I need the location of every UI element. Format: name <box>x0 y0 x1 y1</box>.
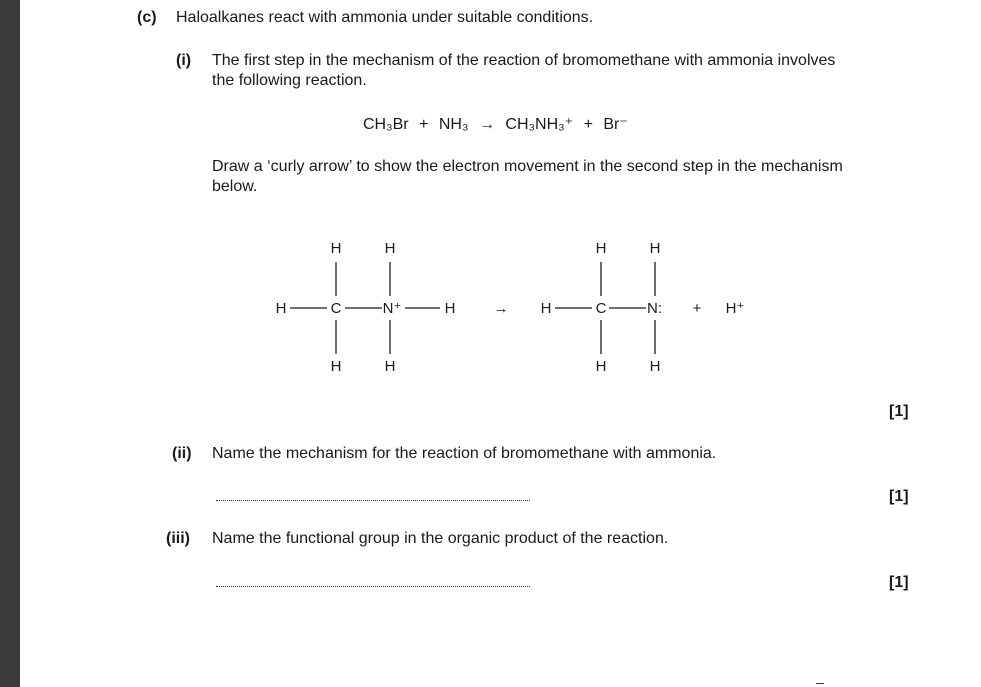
part-i-text-line2: the following reaction. <box>212 72 367 89</box>
atom-h-bot2-right: H <box>649 358 661 375</box>
atom-h-left-left: H <box>275 300 287 317</box>
atom-c-left: C <box>330 300 342 317</box>
mechanism-arrow: → <box>493 300 509 317</box>
part-i-marks: [1] <box>889 403 909 420</box>
part-ii-text: Name the mechanism for the reaction of bromomethane with ammonia. <box>212 445 717 462</box>
atom-h-bot1-left: H <box>330 358 342 375</box>
eq-reaction-arrow: → <box>478 116 495 133</box>
atom-h-bot1-right: H <box>595 358 607 375</box>
part-c-text: Haloalkanes react with ammonia under suitable conditions. <box>176 9 594 26</box>
part-i-text-line1: The first step in the mechanism of the reaction of bromomethane with ammonia involves <box>212 52 836 69</box>
part-iii-marks: [1] <box>889 574 909 591</box>
atom-h-top2-left: H <box>384 240 396 257</box>
part-ii-answer-line[interactable] <box>216 500 530 501</box>
eq-reactant-bromomethane: CH₃Br <box>363 116 409 133</box>
part-i-instruction-line1: Draw a ‘curly arrow’ to show the electron movement in the second step in the mechanism <box>212 158 843 175</box>
atom-h-bot2-left: H <box>384 358 396 375</box>
mechanism-plus: + <box>692 300 702 317</box>
proton-h-plus: H⁺ <box>725 300 745 317</box>
atom-h-right-left: H <box>444 300 456 317</box>
part-ii-marks: [1] <box>889 488 909 505</box>
atom-c-right: C <box>595 300 607 317</box>
atom-h-top2-right: H <box>649 240 661 257</box>
atom-n-plus-left: N⁺ <box>382 300 402 317</box>
part-iii-text: Name the functional group in the organic product of the reaction. <box>212 530 669 547</box>
eq-plus-1: + <box>419 116 429 133</box>
part-i-label: (i) <box>176 52 192 69</box>
part-c-label: (c) <box>137 9 157 26</box>
part-ii-label: (ii) <box>172 445 192 462</box>
atom-n-lone-pair-right: N: <box>647 300 662 317</box>
atom-h-top1-left: H <box>330 240 342 257</box>
part-iii-answer-line[interactable] <box>216 586 530 587</box>
part-iii-label: (iii) <box>166 530 190 547</box>
atom-h-top1-right: H <box>595 240 607 257</box>
eq-product-methylammonium: CH₃NH₃⁺ <box>505 116 574 133</box>
part-i-instruction-line2: below. <box>212 178 258 195</box>
eq-plus-2: + <box>583 116 593 133</box>
atom-h-left-right: H <box>540 300 552 317</box>
eq-reactant-ammonia: NH₃ <box>438 116 469 133</box>
page-edge-mark <box>816 683 824 684</box>
eq-product-bromide: Br⁻ <box>603 116 628 133</box>
